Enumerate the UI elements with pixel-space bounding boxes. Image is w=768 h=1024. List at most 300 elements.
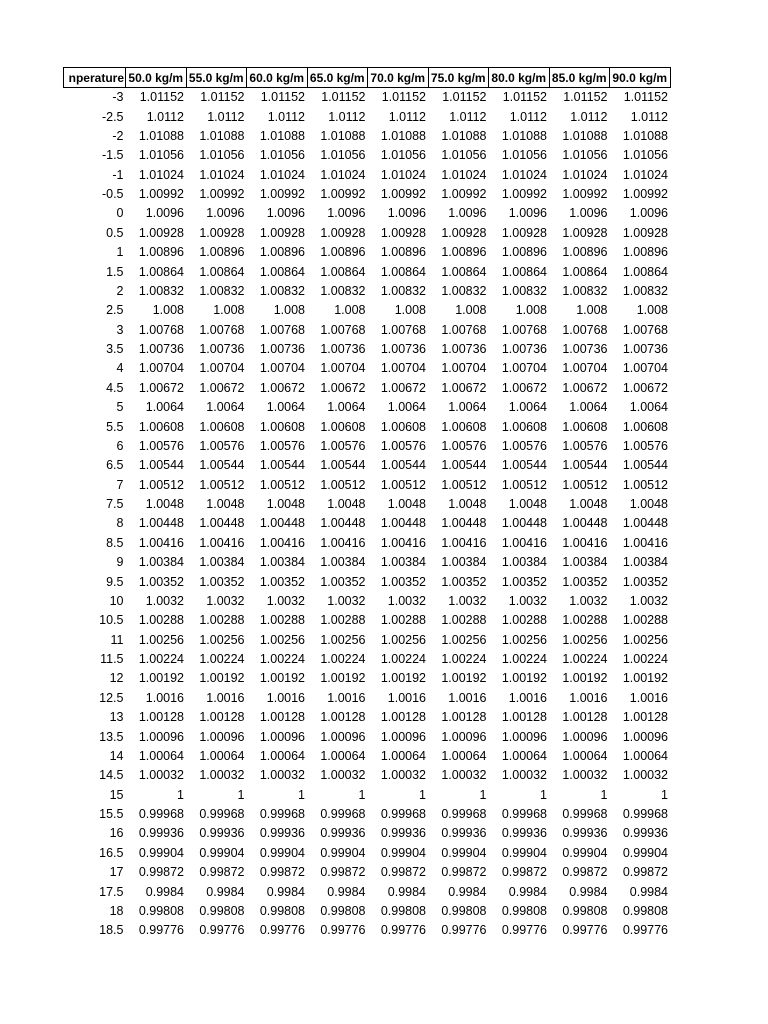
value-cell[interactable]: 1.00288	[441, 613, 487, 628]
value-cell[interactable]: 0.99872	[320, 865, 366, 880]
value-cell[interactable]: 1.00736	[380, 342, 426, 357]
temperature-cell[interactable]: 5	[116, 400, 124, 415]
value-cell[interactable]: 1.0032	[387, 593, 426, 608]
value-cell[interactable]: 0.99808	[562, 903, 608, 918]
value-cell[interactable]: 1.00704	[441, 361, 487, 376]
value-cell[interactable]: 1.00576	[320, 438, 366, 453]
value-cell[interactable]: 1.01152	[260, 90, 305, 105]
value-cell[interactable]: 1.01056	[380, 148, 426, 163]
value-cell[interactable]: 0.9984	[629, 884, 668, 899]
value-cell[interactable]: 1.0016	[145, 690, 184, 705]
value-cell[interactable]: 1.00096	[380, 729, 426, 744]
value-cell[interactable]: 1.01152	[321, 90, 366, 105]
value-cell[interactable]: 1.01088	[562, 128, 608, 143]
value-cell[interactable]: 1.01056	[501, 148, 547, 163]
value-cell[interactable]: 1.00384	[622, 555, 668, 570]
value-cell[interactable]: 1.01056	[259, 148, 305, 163]
value-cell[interactable]: 1.008	[636, 303, 668, 318]
value-cell[interactable]: 1.00448	[562, 516, 608, 531]
value-cell[interactable]: 1.00416	[622, 535, 668, 550]
value-cell[interactable]: 1.0064	[266, 400, 305, 415]
value-cell[interactable]: 1.0112	[207, 109, 245, 124]
value-cell[interactable]: 1.00704	[259, 361, 305, 376]
value-cell[interactable]: 1.00768	[562, 322, 608, 337]
value-cell[interactable]: 1.01024	[199, 167, 245, 182]
value-cell[interactable]: 1.00896	[562, 245, 608, 260]
value-cell[interactable]: 1.00608	[199, 419, 245, 434]
value-cell[interactable]: 0.99808	[199, 903, 245, 918]
value-cell[interactable]: 0.99936	[441, 826, 487, 841]
value-cell[interactable]: 1.00704	[199, 361, 245, 376]
value-cell[interactable]: 1.00288	[199, 613, 245, 628]
value-cell[interactable]: 1.00288	[320, 613, 366, 628]
value-cell[interactable]: 1.00768	[138, 322, 184, 337]
value-cell[interactable]: 1.00672	[562, 380, 608, 395]
temperature-cell[interactable]: 16	[109, 826, 124, 841]
value-cell[interactable]: 1.00064	[441, 748, 487, 763]
value-cell[interactable]: 1.00608	[138, 419, 184, 434]
value-cell[interactable]: 1.01088	[259, 128, 305, 143]
temperature-cell[interactable]: 6.5	[106, 458, 124, 473]
value-cell[interactable]: 1.00416	[199, 535, 245, 550]
value-cell[interactable]: 0.99872	[622, 865, 668, 880]
value-cell[interactable]: 1.01024	[320, 167, 366, 182]
value-cell[interactable]: 1.008	[576, 303, 608, 318]
value-cell[interactable]: 1.0016	[448, 690, 487, 705]
value-cell[interactable]: 1.00032	[501, 768, 547, 783]
value-cell[interactable]: 0.99968	[622, 807, 668, 822]
value-cell[interactable]: 1.00544	[501, 458, 547, 473]
temperature-cell[interactable]: 8	[116, 516, 124, 531]
value-cell[interactable]: 0.99872	[138, 865, 184, 880]
value-cell[interactable]: 1.00832	[562, 283, 608, 298]
value-cell[interactable]: 1.00736	[562, 342, 608, 357]
value-cell[interactable]: 1.00896	[320, 245, 366, 260]
value-cell[interactable]: 1.00864	[501, 264, 547, 279]
column-header-density[interactable]	[549, 68, 610, 88]
value-cell[interactable]: 1.00608	[259, 419, 305, 434]
value-cell[interactable]: 1.00352	[380, 574, 426, 589]
value-cell[interactable]: 0.99808	[259, 903, 305, 918]
value-cell[interactable]: 1.0096	[327, 206, 366, 221]
value-cell[interactable]: 1	[661, 787, 668, 802]
value-cell[interactable]: 0.99904	[562, 845, 608, 860]
value-cell[interactable]: 1.0048	[145, 497, 184, 512]
value-cell[interactable]: 1.00832	[501, 283, 547, 298]
value-cell[interactable]: 1.00064	[199, 748, 245, 763]
temperature-cell[interactable]: 15.5	[99, 807, 124, 822]
value-cell[interactable]: 0.99872	[441, 865, 487, 880]
value-cell[interactable]: 1.00832	[259, 283, 305, 298]
value-cell[interactable]: 1.00672	[138, 380, 184, 395]
value-cell[interactable]: 1.0048	[266, 497, 305, 512]
value-cell[interactable]: 1.0016	[327, 690, 366, 705]
value-cell[interactable]: 1.00928	[199, 225, 245, 240]
value-cell[interactable]: 1.01024	[622, 167, 668, 182]
value-cell[interactable]: 1.00448	[199, 516, 245, 531]
value-cell[interactable]: 1	[419, 787, 426, 802]
value-cell[interactable]: 1.00672	[622, 380, 668, 395]
value-cell[interactable]: 1.00416	[320, 535, 366, 550]
value-cell[interactable]: 1.00192	[138, 671, 184, 686]
value-cell[interactable]: 1.0064	[629, 400, 668, 415]
value-cell[interactable]: 1.00288	[501, 613, 547, 628]
temperature-cell[interactable]: 17	[109, 865, 124, 880]
value-cell[interactable]: 1.00192	[622, 671, 668, 686]
value-cell[interactable]: 1.00416	[501, 535, 547, 550]
value-cell[interactable]: 1.0096	[145, 206, 184, 221]
value-cell[interactable]: 1.00192	[501, 671, 547, 686]
value-cell[interactable]: 1.00096	[138, 729, 184, 744]
value-cell[interactable]: 1.00864	[138, 264, 184, 279]
value-cell[interactable]: 1.00928	[622, 225, 668, 240]
value-cell[interactable]: 1.00448	[441, 516, 487, 531]
temperature-cell[interactable]: 5.5	[106, 419, 124, 434]
value-cell[interactable]: 1.00768	[380, 322, 426, 337]
value-cell[interactable]: 1.00832	[320, 283, 366, 298]
value-cell[interactable]: 1.0112	[570, 109, 608, 124]
value-cell[interactable]: 0.99904	[380, 845, 426, 860]
value-cell[interactable]: 1.00512	[320, 477, 366, 492]
value-cell[interactable]: 1.00032	[380, 768, 426, 783]
value-cell[interactable]: 1.00672	[501, 380, 547, 395]
value-cell[interactable]: 1	[358, 787, 366, 802]
value-cell[interactable]: 1.00736	[199, 342, 245, 357]
value-cell[interactable]: 1.00576	[441, 438, 487, 453]
value-cell[interactable]: 1.00864	[259, 264, 305, 279]
value-cell[interactable]: 1.01024	[441, 167, 487, 182]
value-cell[interactable]: 1.00864	[441, 264, 487, 279]
value-cell[interactable]: 1.00928	[441, 225, 487, 240]
value-cell[interactable]: 1.00928	[138, 225, 184, 240]
value-cell[interactable]: 1.00288	[138, 613, 184, 628]
value-cell[interactable]: 0.99904	[622, 845, 668, 860]
value-cell[interactable]: 1.00224	[441, 652, 487, 667]
value-cell[interactable]: 1.008	[213, 303, 245, 318]
value-cell[interactable]: 1.0016	[206, 690, 245, 705]
value-cell[interactable]: 1.00224	[622, 652, 668, 667]
value-cell[interactable]: 1.008	[394, 303, 426, 318]
temperature-cell[interactable]: 1	[116, 245, 124, 260]
value-cell[interactable]: 1.008	[273, 303, 305, 318]
value-cell[interactable]: 0.99936	[380, 826, 426, 841]
value-cell[interactable]: 0.99936	[501, 826, 547, 841]
value-cell[interactable]: 1.0064	[206, 400, 245, 415]
value-cell[interactable]: 1.00096	[320, 729, 366, 744]
value-cell[interactable]: 0.99968	[320, 807, 366, 822]
value-cell[interactable]: 1.00128	[441, 710, 487, 725]
temperature-cell[interactable]: -3	[112, 90, 124, 105]
value-cell[interactable]: 1.00672	[441, 380, 487, 395]
temperature-cell[interactable]: -1.5	[101, 148, 124, 163]
value-cell[interactable]: 1.0064	[569, 400, 608, 415]
value-cell[interactable]: 1.00288	[259, 613, 305, 628]
temperature-cell[interactable]: 18	[109, 903, 124, 918]
column-header-density[interactable]	[428, 68, 489, 88]
value-cell[interactable]: 1.0016	[629, 690, 668, 705]
value-cell[interactable]: 1.00608	[501, 419, 547, 434]
value-cell[interactable]: 0.99872	[562, 865, 608, 880]
value-cell[interactable]: 1	[540, 787, 547, 802]
value-cell[interactable]: 1.0032	[327, 593, 366, 608]
value-cell[interactable]: 1.00672	[320, 380, 366, 395]
value-cell[interactable]: 1.00992	[320, 187, 366, 202]
value-cell[interactable]: 1.00928	[380, 225, 426, 240]
value-cell[interactable]: 1	[298, 787, 305, 802]
value-cell[interactable]: 1.0096	[206, 206, 245, 221]
value-cell[interactable]: 1.008	[152, 303, 184, 318]
temperature-cell[interactable]: 10	[109, 593, 124, 608]
value-cell[interactable]: 1.00352	[622, 574, 668, 589]
value-cell[interactable]: 0.9984	[145, 884, 184, 899]
value-cell[interactable]: 1.00128	[138, 710, 184, 725]
value-cell[interactable]: 1.0016	[266, 690, 305, 705]
value-cell[interactable]: 0.99904	[138, 845, 184, 860]
temperature-cell[interactable]: 15	[109, 787, 124, 802]
value-cell[interactable]: 1.00768	[320, 322, 366, 337]
temperature-cell[interactable]: 13.5	[99, 729, 124, 744]
value-cell[interactable]: 1.00352	[501, 574, 547, 589]
value-cell[interactable]: 1.00384	[562, 555, 608, 570]
value-cell[interactable]: 1.00992	[199, 187, 245, 202]
value-cell[interactable]: 1.01152	[139, 90, 184, 105]
value-cell[interactable]: 1.00256	[320, 632, 366, 647]
value-cell[interactable]: 1.0096	[629, 206, 668, 221]
temperature-cell[interactable]: 9	[116, 555, 124, 570]
value-cell[interactable]: 1.00512	[562, 477, 608, 492]
value-cell[interactable]: 1.00256	[259, 632, 305, 647]
value-cell[interactable]: 1.00512	[501, 477, 547, 492]
value-cell[interactable]: 1.00896	[622, 245, 668, 260]
value-cell[interactable]: 0.99776	[380, 923, 426, 938]
value-cell[interactable]: 0.99904	[320, 845, 366, 860]
value-cell[interactable]: 1.0112	[449, 109, 487, 124]
value-cell[interactable]: 1.0112	[388, 109, 426, 124]
value-cell[interactable]: 1.0048	[206, 497, 245, 512]
value-cell[interactable]: 0.9984	[387, 884, 426, 899]
value-cell[interactable]: 1.0048	[448, 497, 487, 512]
temperature-cell[interactable]: 14	[109, 748, 124, 763]
value-cell[interactable]: 0.99808	[441, 903, 487, 918]
temperature-cell[interactable]: 2.5	[106, 303, 124, 318]
value-cell[interactable]: 1.01152	[381, 90, 426, 105]
value-cell[interactable]: 0.99776	[138, 923, 184, 938]
value-cell[interactable]: 1.00384	[441, 555, 487, 570]
value-cell[interactable]: 1.00928	[501, 225, 547, 240]
value-cell[interactable]: 1.00448	[259, 516, 305, 531]
value-cell[interactable]: 0.99936	[199, 826, 245, 841]
value-cell[interactable]: 0.9984	[206, 884, 245, 899]
value-cell[interactable]: 1.0032	[629, 593, 668, 608]
value-cell[interactable]: 1.0112	[328, 109, 366, 124]
value-cell[interactable]: 1.00832	[138, 283, 184, 298]
value-cell[interactable]: 1.00192	[380, 671, 426, 686]
value-cell[interactable]: 1.00864	[622, 264, 668, 279]
value-cell[interactable]: 1.008	[515, 303, 547, 318]
value-cell[interactable]: 1.0096	[569, 206, 608, 221]
value-cell[interactable]: 1.00672	[259, 380, 305, 395]
value-cell[interactable]: 1.00608	[562, 419, 608, 434]
value-cell[interactable]: 1.00416	[138, 535, 184, 550]
value-cell[interactable]: 1.00064	[138, 748, 184, 763]
temperature-cell[interactable]: 4	[116, 361, 124, 376]
value-cell[interactable]: 1.00896	[380, 245, 426, 260]
value-cell[interactable]: 1.00544	[138, 458, 184, 473]
value-cell[interactable]: 1.00224	[380, 652, 426, 667]
value-cell[interactable]: 1.00128	[259, 710, 305, 725]
temperature-cell[interactable]: 3	[116, 322, 124, 337]
value-cell[interactable]: 1.00896	[501, 245, 547, 260]
value-cell[interactable]: 1.00704	[562, 361, 608, 376]
value-cell[interactable]: 1.01056	[138, 148, 184, 163]
value-cell[interactable]: 1.00608	[622, 419, 668, 434]
value-cell[interactable]: 1.00096	[562, 729, 608, 744]
value-cell[interactable]: 1.00096	[199, 729, 245, 744]
value-cell[interactable]: 1.00736	[441, 342, 487, 357]
value-cell[interactable]: 1.00736	[501, 342, 547, 357]
value-cell[interactable]: 1.00256	[562, 632, 608, 647]
column-header-temperature[interactable]	[64, 68, 126, 88]
value-cell[interactable]: 1.0096	[266, 206, 305, 221]
value-cell[interactable]: 0.99872	[199, 865, 245, 880]
value-cell[interactable]: 1.00512	[138, 477, 184, 492]
value-cell[interactable]: 1.00384	[138, 555, 184, 570]
value-cell[interactable]: 1.00256	[199, 632, 245, 647]
temperature-cell[interactable]: 12.5	[99, 690, 124, 705]
value-cell[interactable]: 0.9984	[327, 884, 366, 899]
value-cell[interactable]: 1.00064	[320, 748, 366, 763]
value-cell[interactable]: 1.00352	[199, 574, 245, 589]
value-cell[interactable]: 1.00128	[501, 710, 547, 725]
temperature-cell[interactable]: 12	[109, 671, 124, 686]
value-cell[interactable]: 1.00384	[380, 555, 426, 570]
value-cell[interactable]: 1.01152	[502, 90, 547, 105]
value-cell[interactable]: 1.00352	[138, 574, 184, 589]
value-cell[interactable]: 1.00064	[622, 748, 668, 763]
value-cell[interactable]: 1.00288	[622, 613, 668, 628]
value-cell[interactable]: 1.00224	[562, 652, 608, 667]
temperature-cell[interactable]: 18.5	[99, 923, 124, 938]
temperature-cell[interactable]: 11	[110, 632, 124, 647]
value-cell[interactable]: 1.01088	[380, 128, 426, 143]
temperature-cell[interactable]: 7	[116, 477, 124, 492]
column-header-density[interactable]	[307, 68, 368, 88]
value-cell[interactable]: 0.99968	[199, 807, 245, 822]
value-cell[interactable]: 1.00768	[441, 322, 487, 337]
value-cell[interactable]: 1.01024	[380, 167, 426, 182]
value-cell[interactable]: 1.00896	[441, 245, 487, 260]
value-cell[interactable]: 0.99872	[259, 865, 305, 880]
value-cell[interactable]: 1.00736	[259, 342, 305, 357]
value-cell[interactable]: 1.00384	[259, 555, 305, 570]
value-cell[interactable]: 1.0112	[509, 109, 547, 124]
value-cell[interactable]: 1.00608	[441, 419, 487, 434]
column-header-density[interactable]	[126, 68, 187, 88]
value-cell[interactable]: 0.99776	[501, 923, 547, 938]
value-cell[interactable]: 1.0016	[387, 690, 426, 705]
value-cell[interactable]: 1.01056	[441, 148, 487, 163]
value-cell[interactable]: 1.00256	[622, 632, 668, 647]
value-cell[interactable]: 1.00416	[259, 535, 305, 550]
value-cell[interactable]: 1.00832	[441, 283, 487, 298]
temperature-cell[interactable]: 11.5	[100, 652, 124, 667]
value-cell[interactable]: 0.99904	[441, 845, 487, 860]
value-cell[interactable]: 1.00416	[562, 535, 608, 550]
value-cell[interactable]: 1.00704	[138, 361, 184, 376]
value-cell[interactable]: 1.00512	[380, 477, 426, 492]
value-cell[interactable]: 1.00672	[380, 380, 426, 395]
value-cell[interactable]: 1.0096	[508, 206, 547, 221]
value-cell[interactable]: 1.00864	[320, 264, 366, 279]
value-cell[interactable]: 1.00576	[380, 438, 426, 453]
value-cell[interactable]: 1.0064	[327, 400, 366, 415]
value-cell[interactable]: 0.99936	[622, 826, 668, 841]
value-cell[interactable]: 1.0048	[569, 497, 608, 512]
value-cell[interactable]: 0.99808	[622, 903, 668, 918]
value-cell[interactable]: 0.99776	[622, 923, 668, 938]
value-cell[interactable]: 1.01024	[562, 167, 608, 182]
value-cell[interactable]: 1.00256	[380, 632, 426, 647]
value-cell[interactable]: 1.00032	[138, 768, 184, 783]
value-cell[interactable]: 1.00224	[199, 652, 245, 667]
value-cell[interactable]: 1.0064	[508, 400, 547, 415]
value-cell[interactable]: 1.00992	[622, 187, 668, 202]
value-cell[interactable]: 1.00992	[259, 187, 305, 202]
value-cell[interactable]: 1.00384	[320, 555, 366, 570]
column-header-density[interactable]	[489, 68, 550, 88]
value-cell[interactable]: 0.99936	[259, 826, 305, 841]
value-cell[interactable]: 1.00288	[562, 613, 608, 628]
value-cell[interactable]: 0.99904	[259, 845, 305, 860]
value-cell[interactable]: 1.00768	[622, 322, 668, 337]
value-cell[interactable]: 0.99936	[138, 826, 184, 841]
value-cell[interactable]: 1.00576	[259, 438, 305, 453]
value-cell[interactable]: 1.00064	[562, 748, 608, 763]
value-cell[interactable]: 1.01152	[563, 90, 608, 105]
value-cell[interactable]: 1.00576	[138, 438, 184, 453]
value-cell[interactable]: 1.00128	[320, 710, 366, 725]
value-cell[interactable]: 1.00288	[380, 613, 426, 628]
value-cell[interactable]: 1.0048	[629, 497, 668, 512]
value-cell[interactable]: 1.00768	[199, 322, 245, 337]
value-cell[interactable]: 1.01024	[138, 167, 184, 182]
value-cell[interactable]: 1.0112	[146, 109, 184, 124]
value-cell[interactable]: 0.99968	[259, 807, 305, 822]
value-cell[interactable]: 1.00736	[138, 342, 184, 357]
value-cell[interactable]: 1.00608	[380, 419, 426, 434]
value-cell[interactable]: 1.00256	[138, 632, 184, 647]
value-cell[interactable]: 1.00576	[501, 438, 547, 453]
value-cell[interactable]: 1.0032	[206, 593, 245, 608]
value-cell[interactable]: 1.00992	[380, 187, 426, 202]
value-cell[interactable]: 1.00096	[441, 729, 487, 744]
value-cell[interactable]: 1.00512	[441, 477, 487, 492]
value-cell[interactable]: 1.01152	[200, 90, 245, 105]
value-cell[interactable]: 1.00736	[622, 342, 668, 357]
value-cell[interactable]: 1.00384	[501, 555, 547, 570]
value-cell[interactable]: 1.00992	[501, 187, 547, 202]
value-cell[interactable]: 1.00544	[380, 458, 426, 473]
value-cell[interactable]: 0.99904	[501, 845, 547, 860]
value-cell[interactable]: 1.00192	[320, 671, 366, 686]
value-cell[interactable]: 1.01152	[623, 90, 668, 105]
temperature-cell[interactable]: 0.5	[106, 225, 124, 240]
value-cell[interactable]: 1.00832	[199, 283, 245, 298]
value-cell[interactable]: 1.00864	[380, 264, 426, 279]
value-cell[interactable]: 1.00672	[199, 380, 245, 395]
temperature-cell[interactable]: 10.5	[99, 613, 124, 628]
value-cell[interactable]: 1.00064	[380, 748, 426, 763]
